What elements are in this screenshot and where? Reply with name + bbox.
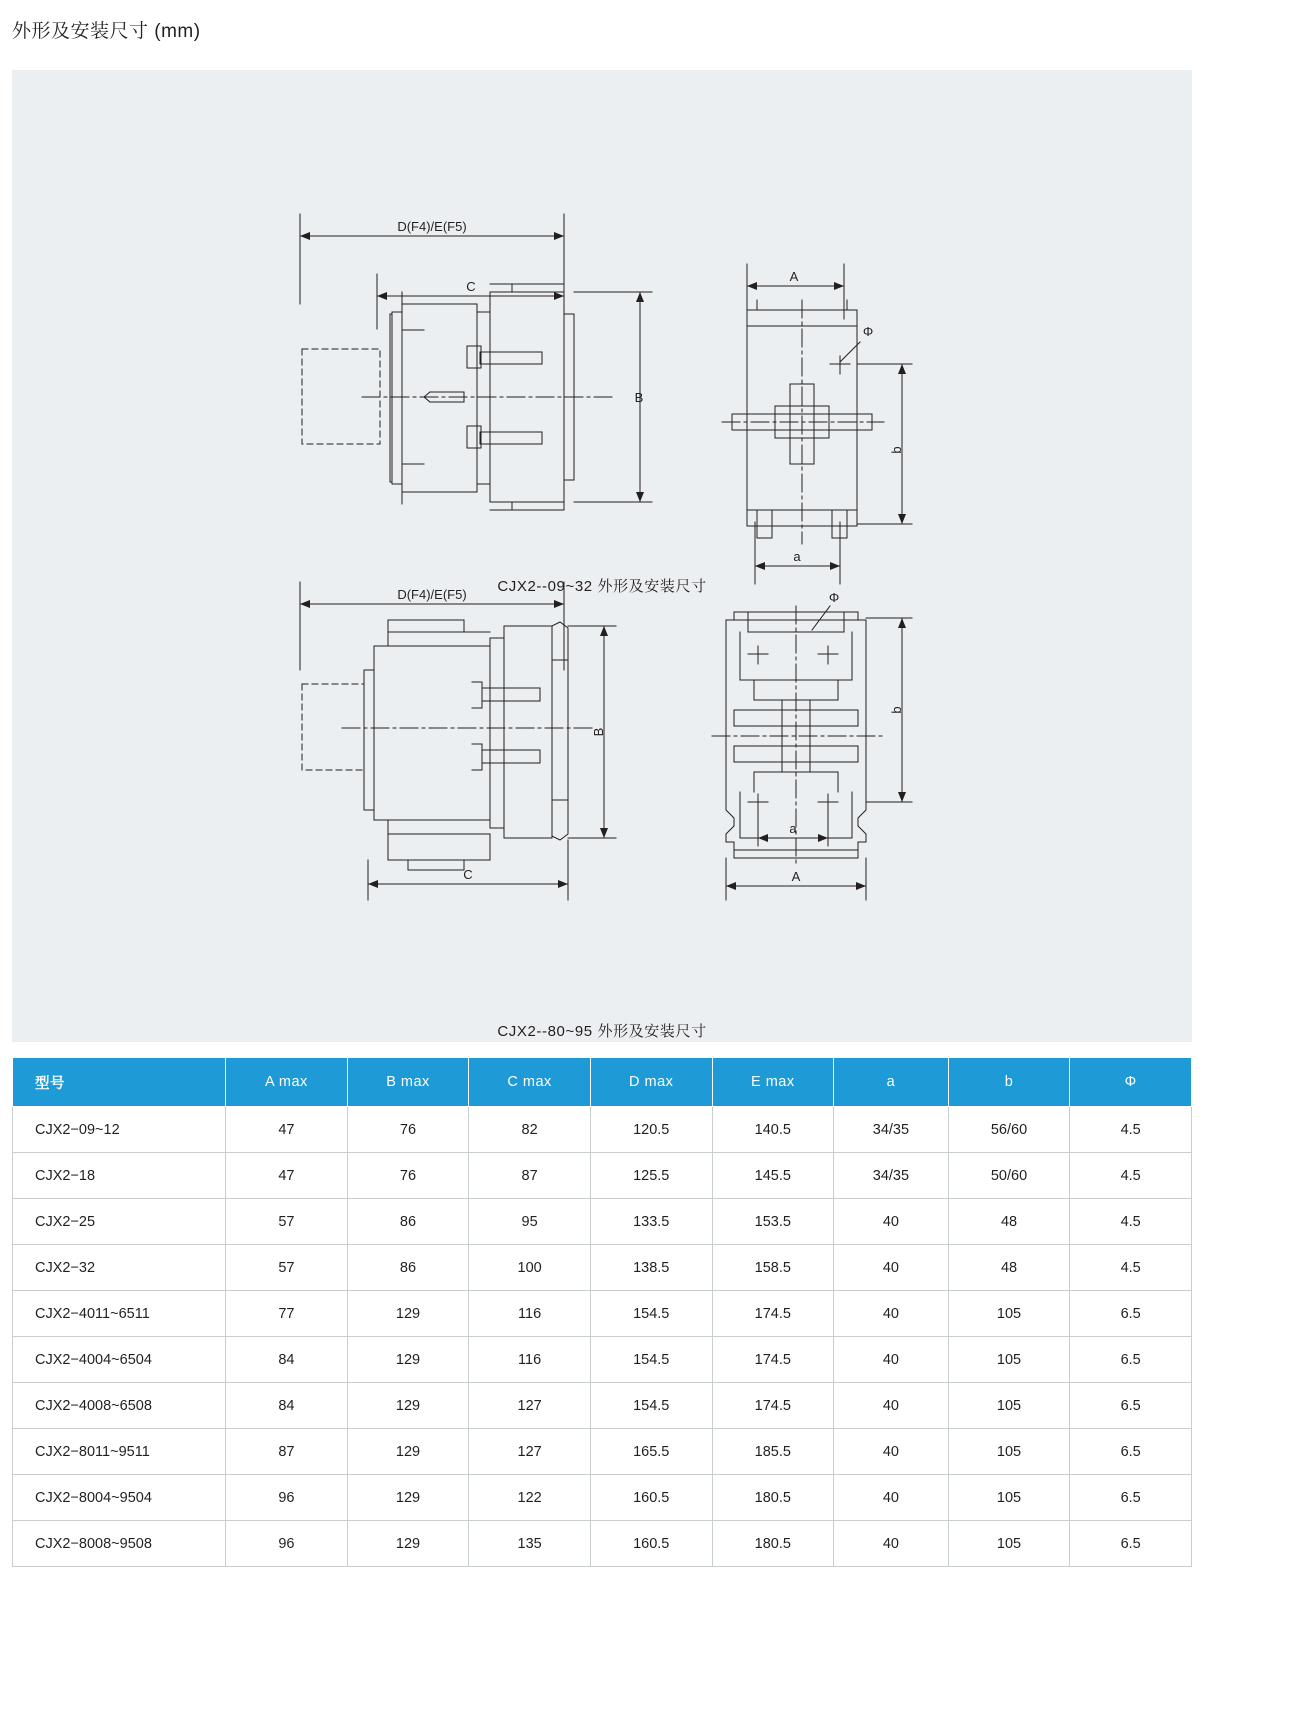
cell-phi: 4.5: [1070, 1199, 1192, 1245]
cell-phi: 6.5: [1070, 1383, 1192, 1429]
table-row: [13, 1429, 1192, 1475]
label-b-right-2: b: [889, 706, 904, 714]
cell-c-max: 100: [469, 1245, 591, 1291]
cell-c-max: 82: [469, 1107, 591, 1153]
label-overall-1: D(F4)/E(F5): [397, 219, 467, 234]
label-b-side-1: B: [634, 390, 644, 405]
cell-a-max: 47: [226, 1153, 348, 1199]
cell-a: 40: [834, 1521, 949, 1567]
cell-b-max: 76: [347, 1107, 469, 1153]
cell-a: 40: [834, 1475, 949, 1521]
cell-a: 34/35: [834, 1153, 949, 1199]
table-header-row: [13, 1058, 1192, 1107]
label-a-top-1: A: [789, 269, 799, 284]
cell-d-max: 125.5: [590, 1153, 712, 1199]
cell-phi: 4.5: [1070, 1245, 1192, 1291]
cell-d-max: 165.5: [590, 1429, 712, 1475]
cell-b: 50/60: [948, 1153, 1070, 1199]
cell-d-max: 154.5: [590, 1337, 712, 1383]
cell-a-max: 84: [226, 1383, 348, 1429]
label-a-bottom-2: a: [789, 821, 797, 836]
cell-b: 105: [948, 1291, 1070, 1337]
label-phi-2: Φ: [828, 590, 840, 605]
cell-model: CJX2−8004~9504: [13, 1475, 226, 1521]
column-header-model: 型号: [13, 1058, 226, 1107]
cell-model: CJX2−4008~6508: [13, 1383, 226, 1429]
cell-e-max: 158.5: [712, 1245, 834, 1291]
cell-e-max: 174.5: [712, 1337, 834, 1383]
cell-d-max: 133.5: [590, 1199, 712, 1245]
cell-b-max: 129: [347, 1521, 469, 1567]
cell-model: CJX2−4004~6504: [13, 1337, 226, 1383]
cell-b-max: 129: [347, 1291, 469, 1337]
cell-e-max: 140.5: [712, 1107, 834, 1153]
page-title: 外形及安装尺寸 (mm): [12, 21, 201, 42]
cell-b: 48: [948, 1245, 1070, 1291]
cell-d-max: 154.5: [590, 1383, 712, 1429]
cell-b-max: 86: [347, 1245, 469, 1291]
cell-model: CJX2−09~12: [13, 1107, 226, 1153]
table-row: [13, 1199, 1192, 1245]
cell-b: 105: [948, 1475, 1070, 1521]
figure-1-drawing: [12, 114, 1192, 564]
cell-b-max: 76: [347, 1153, 469, 1199]
cell-d-max: 138.5: [590, 1245, 712, 1291]
table-row: [13, 1153, 1192, 1199]
label-a-bottom-1: a: [793, 549, 801, 564]
cell-b: 105: [948, 1337, 1070, 1383]
figure-1-caption: CJX2--09~32 外形及安装尺寸: [497, 578, 707, 595]
label-c-1: C: [466, 279, 476, 294]
figure-2-caption: CJX2--80~95 外形及安装尺寸: [497, 1023, 707, 1040]
cell-a-max: 84: [226, 1337, 348, 1383]
label-b-side-2: B: [591, 727, 606, 737]
cell-b-max: 129: [347, 1337, 469, 1383]
cell-d-max: 160.5: [590, 1475, 712, 1521]
cell-b-max: 129: [347, 1383, 469, 1429]
cell-c-max: 116: [469, 1337, 591, 1383]
cell-phi: 6.5: [1070, 1521, 1192, 1567]
cell-a: 40: [834, 1337, 949, 1383]
cell-a-max: 96: [226, 1521, 348, 1567]
cell-b: 105: [948, 1429, 1070, 1475]
cell-a: 40: [834, 1429, 949, 1475]
cell-phi: 6.5: [1070, 1337, 1192, 1383]
cell-a: 40: [834, 1383, 949, 1429]
label-phi-1: Φ: [862, 324, 874, 339]
cell-model: CJX2−18: [13, 1153, 226, 1199]
figure-cjx2-09-32: [12, 114, 1192, 564]
cell-c-max: 87: [469, 1153, 591, 1199]
diagram-panel: [12, 70, 1192, 1042]
figure-cjx2-80-95: [12, 570, 1192, 970]
cell-e-max: 145.5: [712, 1153, 834, 1199]
column-header-a: a: [834, 1058, 949, 1107]
cell-c-max: 135: [469, 1521, 591, 1567]
cell-model: CJX2−32: [13, 1245, 226, 1291]
cell-d-max: 120.5: [590, 1107, 712, 1153]
table-row: [13, 1383, 1192, 1429]
cell-model: CJX2−4011~6511: [13, 1291, 226, 1337]
cell-a: 40: [834, 1291, 949, 1337]
cell-b: 48: [948, 1199, 1070, 1245]
table-row: [13, 1475, 1192, 1521]
table-row: [13, 1245, 1192, 1291]
cell-model: CJX2−8008~9508: [13, 1521, 226, 1567]
cell-e-max: 153.5: [712, 1199, 834, 1245]
cell-a-max: 47: [226, 1107, 348, 1153]
cell-c-max: 122: [469, 1475, 591, 1521]
cell-e-max: 174.5: [712, 1383, 834, 1429]
cell-c-max: 127: [469, 1429, 591, 1475]
cell-model: CJX2−25: [13, 1199, 226, 1245]
cell-e-max: 180.5: [712, 1521, 834, 1567]
cell-phi: 4.5: [1070, 1107, 1192, 1153]
label-b-right-1: b: [889, 446, 904, 454]
cell-model: CJX2−8011~9511: [13, 1429, 226, 1475]
cell-e-max: 185.5: [712, 1429, 834, 1475]
column-header-b: b: [948, 1058, 1070, 1107]
cell-c-max: 116: [469, 1291, 591, 1337]
cell-a-max: 57: [226, 1199, 348, 1245]
cell-d-max: 154.5: [590, 1291, 712, 1337]
cell-phi: 6.5: [1070, 1475, 1192, 1521]
cell-a: 40: [834, 1245, 949, 1291]
figure-2-drawing: [12, 570, 1192, 970]
cell-c-max: 127: [469, 1383, 591, 1429]
cell-b: 105: [948, 1383, 1070, 1429]
cell-a-max: 87: [226, 1429, 348, 1475]
cell-a-max: 57: [226, 1245, 348, 1291]
table-row: [13, 1521, 1192, 1567]
cell-a-max: 96: [226, 1475, 348, 1521]
column-header-b-max: B max: [347, 1058, 469, 1107]
column-header-phi: Φ: [1070, 1058, 1192, 1107]
table-row: [13, 1291, 1192, 1337]
table-row: [13, 1107, 1192, 1153]
column-header-e-max: E max: [712, 1058, 834, 1107]
cell-b-max: 129: [347, 1475, 469, 1521]
cell-a-max: 77: [226, 1291, 348, 1337]
cell-b: 56/60: [948, 1107, 1070, 1153]
cell-a: 40: [834, 1199, 949, 1245]
cell-phi: 6.5: [1070, 1291, 1192, 1337]
column-header-c-max: C max: [469, 1058, 591, 1107]
cell-c-max: 95: [469, 1199, 591, 1245]
cell-e-max: 174.5: [712, 1291, 834, 1337]
table-row: [13, 1337, 1192, 1383]
column-header-a-max: A max: [226, 1058, 348, 1107]
column-header-d-max: D max: [590, 1058, 712, 1107]
dimensions-table: [12, 1057, 1192, 1567]
cell-b: 105: [948, 1521, 1070, 1567]
cell-e-max: 180.5: [712, 1475, 834, 1521]
cell-phi: 4.5: [1070, 1153, 1192, 1199]
label-a-outer-2: A: [791, 869, 801, 884]
cell-b-max: 129: [347, 1429, 469, 1475]
cell-d-max: 160.5: [590, 1521, 712, 1567]
cell-a: 34/35: [834, 1107, 949, 1153]
cell-b-max: 86: [347, 1199, 469, 1245]
label-overall-2: D(F4)/E(F5): [397, 587, 467, 602]
cell-phi: 6.5: [1070, 1429, 1192, 1475]
label-c-2: C: [463, 867, 473, 882]
